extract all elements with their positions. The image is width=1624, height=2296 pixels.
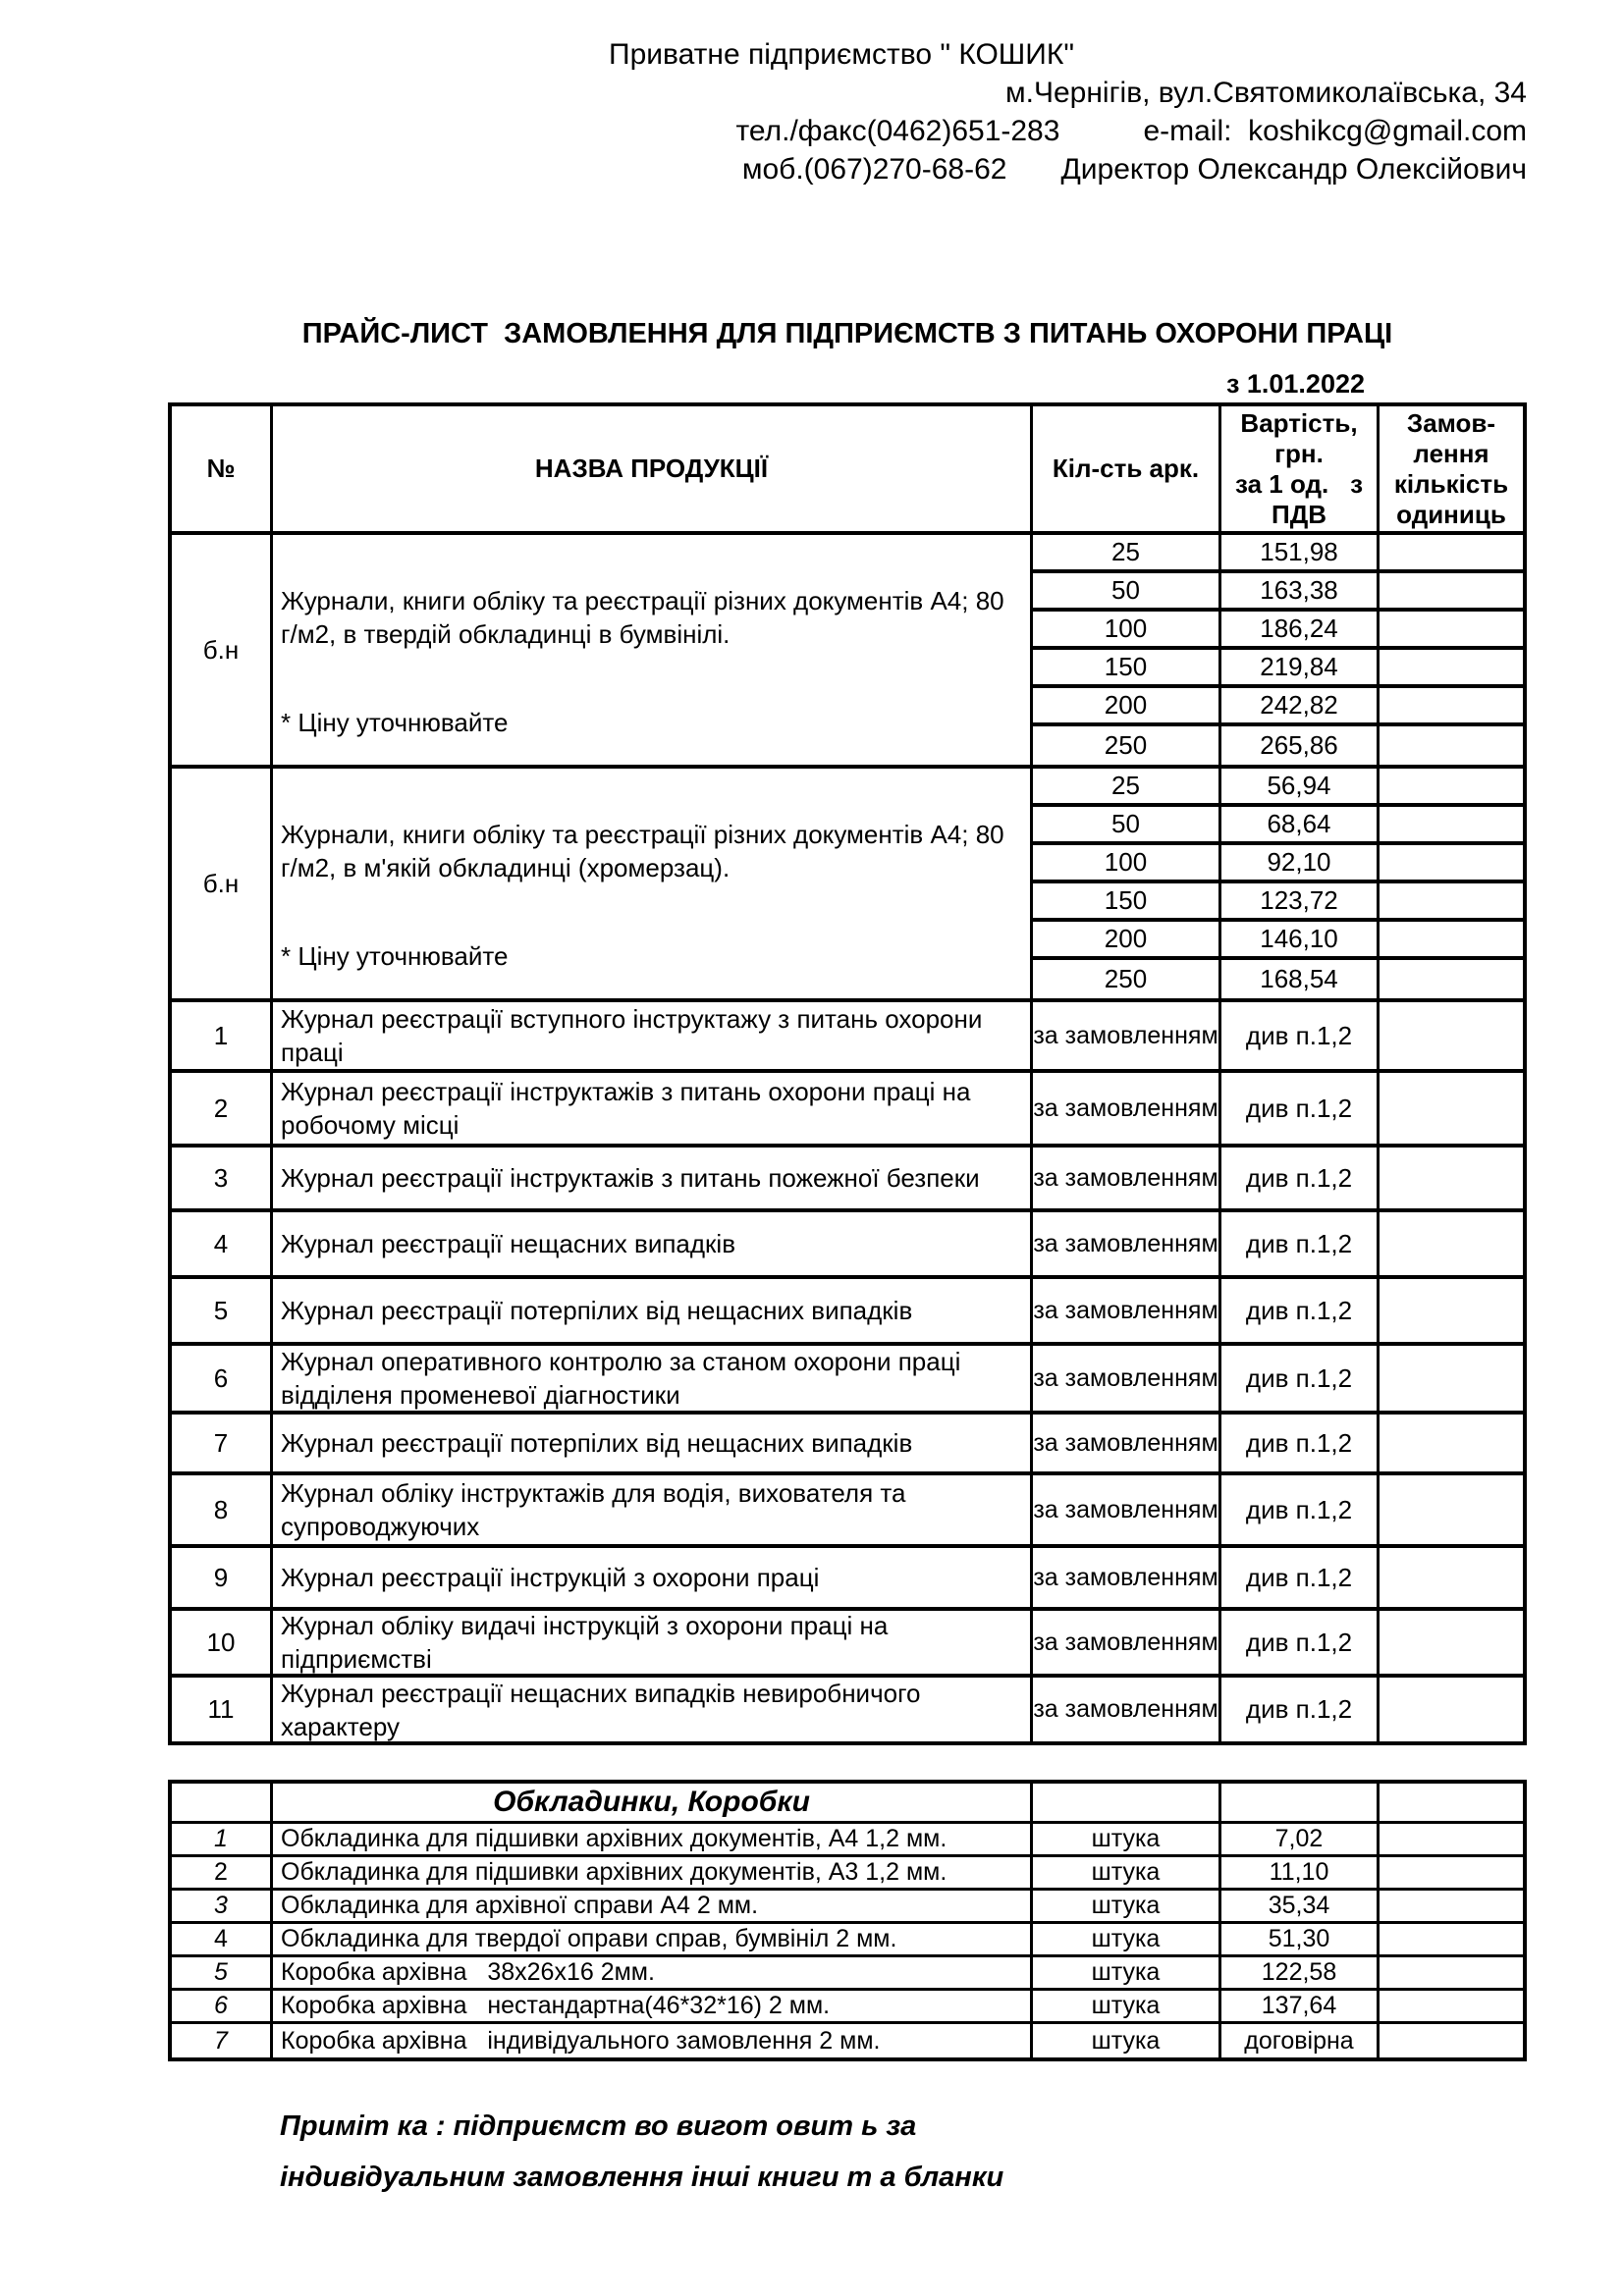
unit-cell: штука xyxy=(1033,1857,1221,1888)
order-qty-cell xyxy=(1380,726,1523,765)
qty-cell: 100 xyxy=(1033,845,1221,883)
col-price-header xyxy=(1221,406,1380,531)
product-name: Журнал реєстрації потерпілих від нещасних випадків xyxy=(273,1415,1033,1471)
order-qty-cell xyxy=(1380,845,1523,883)
col-name-header: НАЗВА ПРОДУКЦІЇ xyxy=(273,406,1033,531)
row-number: 11 xyxy=(172,1678,273,1741)
price-note: * Ціну уточнювайте xyxy=(281,708,509,737)
order-header-line1: Замов- xyxy=(1406,407,1496,438)
product-name xyxy=(273,535,1033,765)
price-ref: див п.1,2 xyxy=(1221,1415,1380,1471)
qty-cell: 250 xyxy=(1033,960,1221,998)
order-basis: за замовленням xyxy=(1033,1148,1221,1208)
order-basis: за замовленням xyxy=(1033,1415,1221,1471)
row-number: 3 xyxy=(172,1148,273,1208)
price-cell: 123,72 xyxy=(1221,883,1380,922)
price-ref: див п.1,2 xyxy=(1221,1212,1380,1275)
order-qty-cell xyxy=(1380,1002,1523,1069)
product-name: Журнал реєстрації інструктажів з питань охорони праці на робочому місці xyxy=(273,1073,1033,1144)
product-name: Обкладинка для архівної справи А4 2 мм. xyxy=(273,1891,1033,1921)
price-ref: див п.1,2 xyxy=(1221,1548,1380,1607)
order-basis: за замовленням xyxy=(1033,1346,1221,1411)
table-row xyxy=(172,1924,1523,1957)
table-row xyxy=(172,1346,1523,1415)
row-number: 7 xyxy=(172,2024,273,2057)
price-ref: див п.1,2 xyxy=(1221,1002,1380,1069)
qty-cell: 200 xyxy=(1033,922,1221,960)
order-basis: за замовленням xyxy=(1033,1073,1221,1144)
product-name xyxy=(273,769,1033,998)
unit-cell: штука xyxy=(1033,1991,1221,2021)
price-ref: див п.1,2 xyxy=(1221,1475,1380,1544)
product-name: Журнал реєстрації інструктажів з питань пожежної безпеки xyxy=(273,1148,1033,1208)
row-number: 6 xyxy=(172,1991,273,2021)
product-block-row xyxy=(172,535,1523,769)
price-cell: 219,84 xyxy=(1221,650,1380,688)
row-number: 7 xyxy=(172,1415,273,1471)
table-row xyxy=(172,1891,1523,1924)
letterhead xyxy=(609,35,1527,188)
director-name: Директор Олександр Олексійович xyxy=(1060,153,1527,186)
order-qty-cell xyxy=(1380,960,1523,998)
qty-cell: 150 xyxy=(1033,650,1221,688)
covers-unit-header xyxy=(1033,1784,1221,1821)
price-cell: 68,64 xyxy=(1221,807,1380,845)
product-name: Журнал реєстрації нещасних випадків xyxy=(273,1212,1033,1275)
footnote-line2: індивідуальним замовлення інші книги т а бланки xyxy=(280,2162,1004,2193)
price-cell: 122,58 xyxy=(1221,1957,1380,1988)
mobile-phone: моб.(067)270-68-62 xyxy=(741,153,1007,186)
product-name: Обкладинка для підшивки архівних документів, А4 1,2 мм. xyxy=(273,1824,1033,1854)
price-ref: див п.1,2 xyxy=(1221,1678,1380,1741)
price-cell: 35,34 xyxy=(1221,1891,1380,1921)
table-row xyxy=(172,1002,1523,1073)
order-qty-cell xyxy=(1380,1611,1523,1674)
email: e-mail: koshikcg@gmail.com xyxy=(1143,115,1527,147)
effective-date: з 1.01.2022 xyxy=(1225,369,1365,399)
order-qty-cell xyxy=(1380,1073,1523,1144)
order-basis: за замовленням xyxy=(1033,1548,1221,1607)
order-qty-cell xyxy=(1380,1924,1523,1954)
order-basis: за замовленням xyxy=(1033,1678,1221,1741)
price-cell: 51,30 xyxy=(1221,1924,1380,1954)
price-table xyxy=(168,402,1527,1745)
qty-cell: 25 xyxy=(1033,535,1221,573)
product-name: Журнал реєстрації вступного інструктажу з питань охорони праці xyxy=(273,1002,1033,1069)
table-row xyxy=(172,1611,1523,1678)
order-qty-cell xyxy=(1380,922,1523,960)
price-cell: 146,10 xyxy=(1221,922,1380,960)
order-qty-cell xyxy=(1380,1475,1523,1544)
covers-table xyxy=(168,1780,1527,2061)
table-row xyxy=(172,1279,1523,1346)
col-qty-header: Кіл-сть арк. xyxy=(1033,406,1221,531)
table-header-row xyxy=(172,406,1523,535)
table-row xyxy=(172,1415,1523,1475)
price-cell: 92,10 xyxy=(1221,845,1380,883)
unit-cell: штука xyxy=(1033,1957,1221,1988)
order-qty-cell xyxy=(1380,769,1523,807)
qty-cell: 200 xyxy=(1033,688,1221,726)
row-number: 4 xyxy=(172,1924,273,1954)
table-row xyxy=(172,1857,1523,1891)
product-name: Коробка архівна нестандартна(46*32*16) 2 мм. xyxy=(273,1991,1033,2021)
row-number: б.н xyxy=(172,769,273,998)
company-name: Приватне підприємство " КОШИК" xyxy=(609,38,1074,71)
product-description: Журнали, книги обліку та реєстрації різних документів А4; 80 г/м2, в твердій обкладинці в бумвінілі. xyxy=(281,586,1004,649)
product-name: Коробка архівна індивідуального замовлення 2 мм. xyxy=(273,2024,1033,2057)
row-number: 8 xyxy=(172,1475,273,1544)
order-qty-cell xyxy=(1380,1824,1523,1854)
product-name: Журнал оперативного контролю за станом охорони праці відділеня променевої діагностики xyxy=(273,1346,1033,1411)
table-row xyxy=(172,1548,1523,1611)
covers-price-header xyxy=(1221,1784,1380,1821)
price-header-line3-left: за 1 од. xyxy=(1235,468,1329,499)
unit-cell: штука xyxy=(1033,1924,1221,1954)
order-qty-cell xyxy=(1380,2024,1523,2057)
order-qty-cell xyxy=(1380,1415,1523,1471)
order-qty-cell xyxy=(1380,535,1523,573)
order-qty-cell xyxy=(1380,1991,1523,2021)
table-row xyxy=(172,2024,1523,2057)
price-cell: 186,24 xyxy=(1221,612,1380,650)
page-title: ПРАЙС-ЛИСТ ЗАМОВЛЕННЯ ДЛЯ ПІДПРИЄМСТВ З ПИТАНЬ ОХОРОНИ ПРАЦІ xyxy=(301,318,1393,349)
order-qty-cell xyxy=(1380,1212,1523,1275)
product-name: Коробка архівна 38х26х16 2мм. xyxy=(273,1957,1033,1988)
table-row xyxy=(172,1148,1523,1212)
covers-num-header xyxy=(172,1784,273,1821)
row-number: 9 xyxy=(172,1548,273,1607)
row-number: 5 xyxy=(172,1957,273,1988)
unit-cell: штука xyxy=(1033,2024,1221,2057)
row-number: 2 xyxy=(172,1073,273,1144)
table-row xyxy=(172,1073,1523,1148)
row-number: 1 xyxy=(172,1002,273,1069)
qty-cell: 100 xyxy=(1033,612,1221,650)
qty-cell: 150 xyxy=(1033,883,1221,922)
covers-header-row xyxy=(172,1784,1523,1824)
price-cell: договірна xyxy=(1221,2024,1380,2057)
unit-cell: штука xyxy=(1033,1891,1221,1921)
product-name: Журнал обліку інструктажів для водія, вихователя та супроводжуючих xyxy=(273,1475,1033,1544)
order-qty-cell xyxy=(1380,1279,1523,1342)
order-basis: за замовленням xyxy=(1033,1279,1221,1342)
product-name: Журнал реєстрації потерпілих від нещасних випадків xyxy=(273,1279,1033,1342)
price-ref: див п.1,2 xyxy=(1221,1279,1380,1342)
covers-order-header xyxy=(1380,1784,1523,1821)
qty-cell: 50 xyxy=(1033,573,1221,612)
row-number: 4 xyxy=(172,1212,273,1275)
footnote xyxy=(280,2101,1003,2203)
col-order-header xyxy=(1380,406,1523,531)
order-qty-cell xyxy=(1380,883,1523,922)
price-cell: 168,54 xyxy=(1221,960,1380,998)
product-name: Журнал реєстрації інструкцій з охорони праці xyxy=(273,1548,1033,1607)
col-num-header: № xyxy=(172,406,273,531)
price-header-line1: Вартість, xyxy=(1240,407,1358,438)
table-row xyxy=(172,1957,1523,1991)
order-basis: за замовленням xyxy=(1033,1002,1221,1069)
row-number: 2 xyxy=(172,1857,273,1888)
order-basis: за замовленням xyxy=(1033,1611,1221,1674)
price-cell: 265,86 xyxy=(1221,726,1380,765)
order-qty-cell xyxy=(1380,1148,1523,1208)
order-basis: за замовленням xyxy=(1033,1212,1221,1275)
order-header-line3: кількість xyxy=(1393,468,1509,499)
price-header-line2: грн. xyxy=(1274,438,1324,468)
order-qty-cell xyxy=(1380,612,1523,650)
price-cell: 151,98 xyxy=(1221,535,1380,573)
order-qty-cell xyxy=(1380,1346,1523,1411)
row-number: 5 xyxy=(172,1279,273,1342)
order-qty-cell xyxy=(1380,1857,1523,1888)
price-header-line4: ПДВ xyxy=(1272,499,1326,529)
row-number: 6 xyxy=(172,1346,273,1411)
price-ref: див п.1,2 xyxy=(1221,1073,1380,1144)
order-header-line4: одиниць xyxy=(1396,499,1506,529)
order-qty-cell xyxy=(1380,807,1523,845)
qty-cell: 25 xyxy=(1033,769,1221,807)
table-row xyxy=(172,1824,1523,1857)
order-qty-cell xyxy=(1380,1678,1523,1741)
price-ref: див п.1,2 xyxy=(1221,1148,1380,1208)
product-name: Обкладинка для підшивки архівних документів, А3 1,2 мм. xyxy=(273,1857,1033,1888)
order-qty-cell xyxy=(1380,1891,1523,1921)
table-row xyxy=(172,1475,1523,1548)
qty-cell: 250 xyxy=(1033,726,1221,765)
order-qty-cell xyxy=(1380,1957,1523,1988)
order-qty-cell xyxy=(1380,573,1523,612)
row-number: 10 xyxy=(172,1611,273,1674)
price-cell: 56,94 xyxy=(1221,769,1380,807)
covers-section-title: Обкладинки, Коробки xyxy=(273,1784,1033,1821)
price-ref: див п.1,2 xyxy=(1221,1611,1380,1674)
phone-fax: тел./факс(0462)651-283 xyxy=(735,115,1060,147)
price-cell: 163,38 xyxy=(1221,573,1380,612)
order-qty-cell xyxy=(1380,650,1523,688)
order-header-line2: лення xyxy=(1413,438,1489,468)
order-qty-cell xyxy=(1380,688,1523,726)
row-number: 3 xyxy=(172,1891,273,1921)
price-cell: 242,82 xyxy=(1221,688,1380,726)
footnote-line1: Приміт ка : підприємст во вигот овит ь за xyxy=(280,2110,917,2142)
price-cell: 137,64 xyxy=(1221,1991,1380,2021)
price-cell: 7,02 xyxy=(1221,1824,1380,1854)
table-row xyxy=(172,1212,1523,1279)
company-address: м.Чернігів, вул.Святомиколаївська, 34 xyxy=(1005,77,1527,109)
row-number: 1 xyxy=(172,1824,273,1854)
price-note: * Ціну уточнювайте xyxy=(281,941,509,971)
price-cell: 11,10 xyxy=(1221,1857,1380,1888)
product-name: Обкладинка для твердої оправи справ, бумвініл 2 мм. xyxy=(273,1924,1033,1954)
price-ref: див п.1,2 xyxy=(1221,1346,1380,1411)
table-row xyxy=(172,1991,1523,2024)
row-number: б.н xyxy=(172,535,273,765)
product-name: Журнал реєстрації нещасних випадків невиробничого характеру xyxy=(273,1678,1033,1741)
qty-cell: 50 xyxy=(1033,807,1221,845)
unit-cell: штука xyxy=(1033,1824,1221,1854)
order-basis: за замовленням xyxy=(1033,1475,1221,1544)
product-block-row xyxy=(172,769,1523,1002)
price-header-line3-right: з xyxy=(1350,468,1363,499)
table-row xyxy=(172,1678,1523,1741)
order-qty-cell xyxy=(1380,1548,1523,1607)
product-name: Журнал обліку видачі інструкцій з охорони праці на підприємстві xyxy=(273,1611,1033,1674)
product-description: Журнали, книги обліку та реєстрації різних документів А4; 80 г/м2, в м'якій обкладинці (хромерзац). xyxy=(281,820,1004,882)
